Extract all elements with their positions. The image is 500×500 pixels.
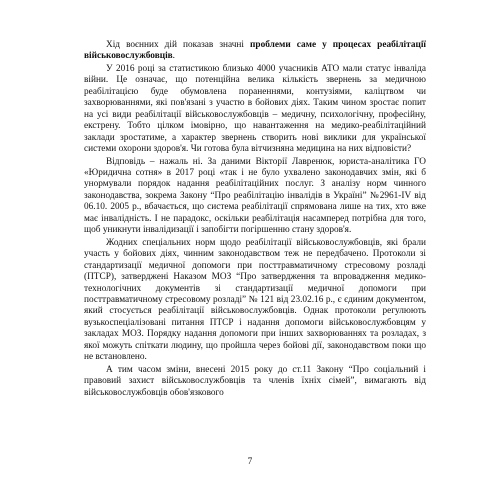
paragraph-5 (84, 365, 426, 399)
paragraph-2-text: У 2016 році за статистикою близько 4000 учасників АТО мали статус інваліда війни. Це означає, що потенційна велика кількість звернень за медичною реабілітацією буде обумовлена пораненнями, контузіями, каліцтвом чи захворюваннями, які пов'язані з участю в бойових діях. Таким чином зростає попит на усі види реабілітації військовослужбовців – медичну, психологічну, професійну, екстрену. Тобто цілком імовірно, що навантаження на медико-реабілітаційний заклади зростатиме, а характер звернень створить нові виклики для української системи охорони здоров'я. Чи готова була вітчизняна медицина на них відповісти? (84, 63, 426, 155)
paragraph-1-text-a: Хід воєнних дій показав значні (106, 40, 251, 50)
paragraph-5-text: А тим часом зміни, внесені 2015 року до ст.11 Закону “Про соціальний і правовий захист військовослужбовців та членів їхніх сімей”, вимагають від військовослужбовців обов'язкового (84, 364, 426, 398)
paragraph-1-text-b: . (172, 51, 175, 62)
document-body (84, 40, 426, 400)
paragraph-1 (84, 40, 426, 63)
paragraph-2 (84, 64, 426, 156)
paragraph-3-text: Відповідь – нажаль ні. За даними Вікторії Лавренюк, юриста-аналітика ГО «Юридична сотня» в 2017 році «так і не було ухвалено законодавчих змін, які б унормували порядок надання реабілітаційних послуг. З аналізу норм чинного законодавства, зокрема Закону “Про реабілітацію інвалідів в Україні” №2961-IV від 06.10. 2005 р., вбачається, що система реабілітації спрямована лише на тих, хто вже має інвалідність. І не парадокс, оскільки реабілітація насамперед потрібна для того, щоб уникнути інвалідизації і запобігти погіршенню стану здоров'я. (84, 156, 426, 236)
paragraph-3 (84, 157, 426, 237)
paragraph-4-text: Жодних спеціальних норм щодо реабілітації військовослужбовців, які брали участь у бойових діях, чинним законодавством теж не передбачено. Протоколи зі стандартизації медичної допомоги при посттравматичному стресовому розладі (ПТСР), затверджені Наказом МОЗ “Про затвердження та впровадження медико-технологічних документів зі стандартизації медичної допомоги при посттравматичному стресовому розладі” № 121 від 23.02.16 р., є єдиним документом, який стосується реабілітації військовослужбовців. Однак протоколи регулюють вузькоспеціалізовані питання ПТСР і надання допомоги військовослужбовцям у закладах МОЗ. Порядку надання допомоги при інших захворюваннях та розладах, з якої можуть спіткати людину, що пройшла через бойові дії, законодавством поки що не встановлено. (84, 237, 426, 363)
page-number: 7 (247, 457, 253, 467)
paragraph-4 (84, 238, 426, 364)
paragraph-1-bold-phrase: проблеми саме у процесах реабілітації військовослужбовців (84, 40, 426, 62)
